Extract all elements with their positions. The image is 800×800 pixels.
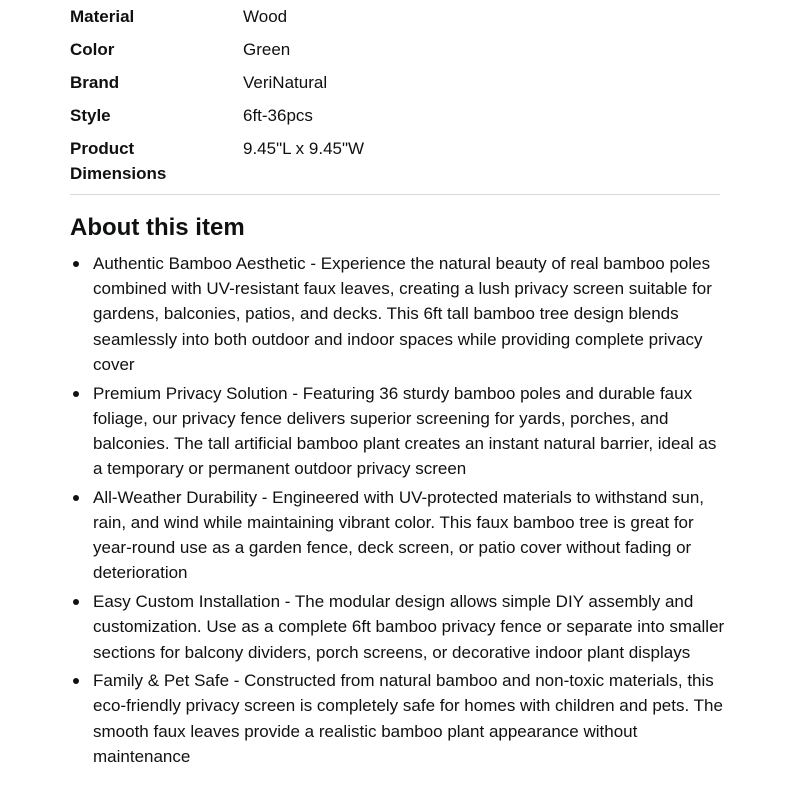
spec-row-dimensions	[70, 136, 720, 186]
spec-value: VeriNatural	[243, 73, 328, 92]
about-bullet-list	[70, 251, 730, 773]
section-divider	[70, 194, 720, 195]
spec-label: Product Dimensions	[70, 139, 167, 183]
bullet-text: Easy Custom Installation - The modular design allows simple DIY assembly and customization. Use as a complete 6ft bamboo privacy fence or separate into smaller sections for balcony dividers, porch screens, or decorative indoor plant displays	[93, 592, 725, 662]
about-section-title: About this item	[70, 214, 245, 241]
spec-label: Brand	[70, 73, 120, 92]
bullet-dot-icon	[73, 599, 79, 605]
spec-label: Material	[70, 7, 135, 26]
spec-label: Color	[70, 40, 115, 59]
bullet-text: Premium Privacy Solution - Featuring 36 sturdy bamboo poles and durable faux foliage, our privacy fence delivers superior screening for yards, porches, and balconies. The tall artificial bamboo plant creates an instant natural barrier, ideal as a temporary or permanent outdoor privacy screen	[93, 383, 717, 479]
about-bullet-item	[70, 381, 730, 482]
spec-row-material	[70, 4, 720, 29]
spec-value: Wood	[243, 7, 288, 26]
about-bullet-item	[70, 485, 730, 586]
about-bullet-item	[70, 251, 730, 377]
bullet-dot-icon	[73, 261, 79, 267]
spec-label: Style	[70, 106, 111, 125]
spec-value: Green	[243, 40, 291, 59]
bullet-text: All-Weather Durability - Engineered with UV-protected materials to withstand sun, rain, and wind while maintaining vibrant color. This faux bamboo tree is great for year-round use as a garden fence, deck screen, or patio cover without fading or deterioration	[93, 487, 705, 583]
bullet-dot-icon	[73, 391, 79, 397]
bullet-text: Family & Pet Safe - Constructed from natural bamboo and non-toxic materials, this eco-friendly privacy screen is completely safe for homes with children and pets. The smooth faux leaves provide a realistic bamboo plant appearance without maintenance	[93, 671, 723, 766]
bullet-dot-icon	[73, 678, 79, 684]
about-bullet-item	[70, 589, 730, 665]
spec-value: 6ft-36pcs	[243, 106, 313, 125]
bullet-dot-icon	[73, 495, 79, 501]
spec-row-color	[70, 37, 720, 62]
spec-value: 9.45"L x 9.45"W	[243, 139, 365, 158]
bullet-text: Authentic Bamboo Aesthetic - Experience the natural beauty of real bamboo poles combined with UV-resistant faux leaves, creating a lush privacy screen suitable for gardens, balconies, patios, and decks. This 6ft tall bamboo tree design blends seamlessly into both outdoor and indoor spaces while providing complete privacy cover	[93, 254, 712, 374]
spec-row-brand	[70, 70, 720, 95]
spec-row-style	[70, 103, 720, 128]
about-bullet-item	[70, 668, 730, 769]
product-specs-table	[70, 4, 720, 194]
